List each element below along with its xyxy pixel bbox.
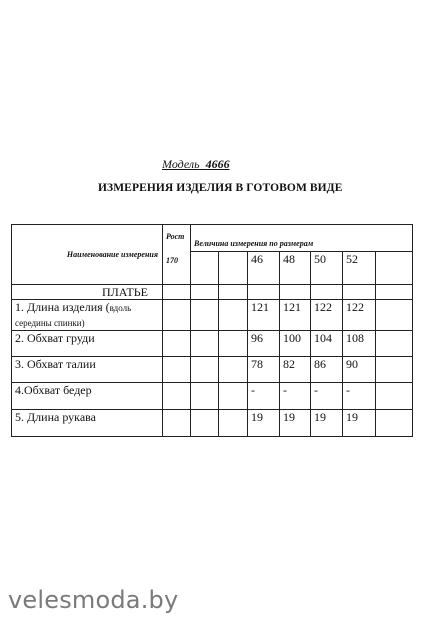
row-value: 90 <box>343 357 376 383</box>
header-measurement-name: Наименование измерения <box>12 225 163 285</box>
header-size: 48 <box>280 252 311 285</box>
row-name: 5. Длина рукава <box>12 410 163 437</box>
row-value: - <box>343 383 376 410</box>
row-name: 1. Длина изделия (вдоль середины спинки) <box>12 300 163 331</box>
measurements-table <box>11 224 413 437</box>
table-row <box>12 410 413 437</box>
header-cell-empty <box>376 252 413 285</box>
row-value: 19 <box>280 410 311 437</box>
row-value: 19 <box>343 410 376 437</box>
row-value: 86 <box>311 357 343 383</box>
page-title: ИЗМЕРЕНИЯ ИЗДЕЛИЯ В ГОТОВОМ ВИДЕ <box>98 182 343 194</box>
model-label-text: Модель <box>162 157 200 171</box>
header-cell-empty <box>219 252 248 285</box>
header-size: 52 <box>343 252 376 285</box>
header-size: 46 <box>248 252 280 285</box>
row-name: 4.Обхват бедер <box>12 383 163 410</box>
header-sizes: Величина измерения по размерам <box>191 225 413 252</box>
row-value: 19 <box>248 410 280 437</box>
header-cell-empty <box>191 252 219 285</box>
table-row <box>12 300 413 331</box>
header-rost <box>163 225 191 285</box>
row-value: 104 <box>311 331 343 357</box>
row-value: 100 <box>280 331 311 357</box>
row-value: - <box>280 383 311 410</box>
row-value: 19 <box>311 410 343 437</box>
row-value: - <box>311 383 343 410</box>
header-size: 50 <box>311 252 343 285</box>
row-value: - <box>248 383 280 410</box>
row-value: 121 <box>248 300 280 331</box>
row-name: 3. Обхват талии <box>12 357 163 383</box>
model-label <box>162 157 230 172</box>
watermark: velesmoda.by <box>8 586 179 614</box>
header-rost-label: Рост <box>166 232 185 241</box>
row-value: 96 <box>248 331 280 357</box>
model-number: 4666 <box>205 157 230 171</box>
table-row <box>12 331 413 357</box>
row-value: 121 <box>280 300 311 331</box>
row-note: вдоль середины спинки) <box>15 303 132 328</box>
row-value: 108 <box>343 331 376 357</box>
table-row <box>12 383 413 410</box>
section-label: ПЛАТЬЕ <box>12 285 163 300</box>
header-rost-value: 170 <box>166 256 178 265</box>
row-value: 78 <box>248 357 280 383</box>
row-value: 82 <box>280 357 311 383</box>
row-name: 2. Обхват груди <box>12 331 163 357</box>
table-row <box>12 357 413 383</box>
row-value: 122 <box>311 300 343 331</box>
row-value: 122 <box>343 300 376 331</box>
